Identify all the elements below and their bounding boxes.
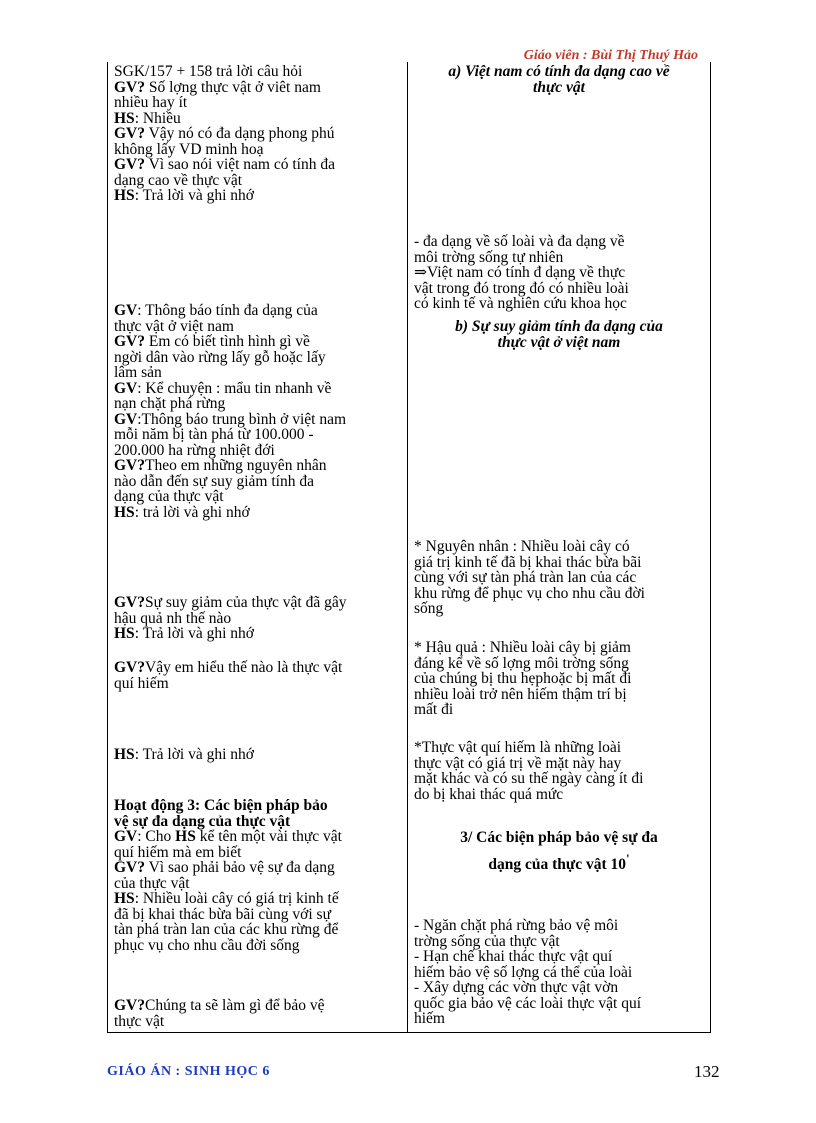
text-line: HS: Nhiều	[114, 109, 181, 127]
right-block-rare-definition	[414, 740, 704, 802]
section-heading-3	[414, 827, 704, 875]
text-line: nạn chặt phá rừng	[114, 395, 226, 412]
text-line: thực vật có giá trị về mặt này hay	[414, 754, 622, 772]
right-block-measures	[414, 918, 704, 1027]
activity-heading: vệ sự đa dạng của thực vật	[114, 812, 291, 830]
text-line: GV: Kể chuyện : mẩu tin nhanh về	[114, 379, 332, 397]
text-line: GV?Theo em những nguyên nhân	[114, 457, 327, 474]
text-line: HS: Trả lời và ghi nhớ	[114, 625, 254, 642]
text-line: thực vật	[114, 1012, 165, 1030]
text-line: GV? Số lợng thực vật ở viêt nam	[114, 78, 321, 96]
text-line: hậu quả nh thế nào	[114, 609, 232, 627]
text-line: dạng cao về thực vật	[114, 171, 243, 189]
text-line: GV? Em có biết tình hình gì về	[114, 333, 310, 350]
text-line: 200.000 ha rừng nhiệt đới	[114, 441, 275, 459]
text-line: nhiều hay ít	[114, 94, 188, 111]
right-block-consequence	[414, 640, 704, 718]
text-line: GV:Thông báo trung bình ở việt nam	[114, 410, 347, 428]
text-line: GV? Vậy nó có đa dạng phong phú	[114, 125, 335, 142]
text-line: mất đi	[414, 701, 454, 718]
right-block-cause	[414, 539, 704, 617]
text-line: dạng của thực vật	[114, 488, 224, 505]
text-line: GV?Sự suy giảm của thực vật đã gây	[114, 594, 347, 611]
text-line: hiếm	[414, 1010, 445, 1027]
column-divider	[407, 62, 408, 1032]
text-line: HS: Trả lời và ghi nhớ	[114, 187, 254, 204]
text-line: ⇒Việt nam có tính đ dạng về thực	[414, 264, 626, 281]
text-line: GV? Vì sao nói việt nam có tính đa	[114, 156, 335, 173]
text-line: * Nguyên nhân : Nhiều loài cây có	[414, 538, 630, 555]
text-line: nhiều loài trở nên hiếm thậm trí bị	[414, 685, 627, 703]
section-heading-b	[414, 319, 704, 350]
text-line: HS: Nhiều loài cây có giá trị kinh tế	[114, 890, 339, 907]
text-line: khu rừng để phục vụ cho nhu cầu đời	[414, 584, 645, 602]
text-line: hiếm bảo vệ số lợng cá thể của loài	[414, 963, 633, 981]
text-line: - đa dạng về số loài và đa dạng về	[414, 233, 625, 250]
heading-line: thực vật	[533, 78, 585, 96]
text-line: phục vụ cho nhu cầu đời sống	[114, 936, 300, 954]
text-line: GV?Vậy em hiểu thế nào là thực vật	[114, 659, 343, 676]
text-line: SGK/157 + 158 trả lời câu hỏi	[114, 63, 303, 80]
text-line: thực vật ở việt nam	[114, 317, 234, 335]
left-column	[114, 62, 404, 1032]
left-block-protect	[114, 998, 404, 1029]
text-line: *Thực vật quí hiếm là những loài	[414, 739, 622, 756]
text-line: HS: trả lời và ghi nhớ	[114, 503, 250, 521]
footer-subject: GIÁO ÁN : SINH HỌC 6	[107, 1064, 270, 1079]
left-block-announce	[114, 303, 404, 520]
text-line: của chúng bị thu hẹphoặc bị mất đi	[414, 670, 632, 687]
text-line: GV: Thông báo tính đa dạng của	[114, 302, 318, 319]
left-block-consequence	[114, 595, 404, 642]
text-line: sống	[414, 600, 444, 617]
text-line: cùng với sự tàn phá tràn lan của các	[414, 569, 637, 586]
text-line: GV?Chúng ta sẽ làm gì để bảo vệ	[114, 997, 325, 1014]
heading-line: dạng của thực vật 10'	[488, 851, 630, 874]
text-line: môi trờng sống tự nhiên	[414, 248, 564, 266]
text-line: * Hậu quả : Nhiều loài cây bị giảm	[414, 639, 631, 656]
text-line: có kinh tế và nghiên cứu khoa học	[414, 295, 627, 312]
page-number: 132	[694, 1062, 720, 1081]
text-line: - Xây dựng các vờn thực vật vờn	[414, 979, 619, 996]
text-line: của thực vật	[114, 874, 190, 892]
activity-heading: Hoạt động 3: Các biện pháp bảo	[114, 797, 328, 814]
heading-line: a) Việt nam có tính đa dạng cao về	[448, 63, 670, 80]
teacher-name: Giáo viên : Bùi Thị Thuý Hảo	[523, 48, 698, 63]
text-line: GV? Vì sao phải bảo vệ sự đa dạng	[114, 859, 335, 876]
left-block-rare	[114, 660, 404, 691]
text-line: GV: Cho HS kể tên một vài thực vật	[114, 828, 342, 845]
text-line: mỗi năm bị tàn phá từ 100.000 -	[114, 426, 314, 443]
heading-line: b) Sự suy giảm tính đa dạng của	[455, 318, 663, 335]
text-line: tàn phá tràn lan của các khu rừng để	[114, 921, 339, 938]
text-line: quốc gia bảo vệ các loài thực vật quí	[414, 994, 642, 1012]
lesson-table	[107, 62, 711, 1033]
text-line: mặt khác và có su thế ngày càng ít đi	[414, 770, 644, 787]
text-line: đã bị khai thác bừa bãi cùng với sự	[114, 905, 331, 923]
left-block-intro	[114, 64, 404, 204]
text-line: trờng sống của thực vật	[414, 932, 560, 950]
text-line: - Ngăn chặt phá rừng bảo vệ môi	[414, 917, 619, 934]
section-heading-a	[414, 64, 704, 95]
text-line: vật trong đó trong đó có nhiều loài	[414, 279, 629, 297]
text-line: quí hiếm	[114, 674, 169, 692]
heading-line: 3/ Các biện pháp bảo vệ sự đa	[460, 829, 658, 846]
text-line: - Hạn chế khai thác thực vật quí	[414, 948, 613, 965]
text-line: quí hiếm mà em biết	[114, 843, 242, 861]
left-block-answer	[114, 747, 404, 763]
right-block-diversity	[414, 234, 704, 312]
heading-line: thực vật ở việt nam	[497, 333, 621, 351]
text-line: đáng kể về số lợng môi trờng sống	[414, 654, 629, 672]
text-line: lâm sản	[114, 364, 162, 381]
text-line: HS: Trả lời và ghi nhớ	[114, 746, 254, 763]
left-block-activity3	[114, 798, 404, 953]
text-line: ngời dân vào rừng lấy gỗ hoặc lấy	[114, 348, 326, 366]
text-line: nào dẫn đến sự suy giảm tính đa	[114, 472, 314, 490]
right-column	[414, 62, 704, 1032]
text-line: do bị khai thác quá mức	[414, 785, 564, 803]
text-line: giá trị kinh tế đã bị khai thác bừa bãi	[414, 553, 642, 571]
text-line: không lấy VD minh hoạ	[114, 140, 264, 158]
